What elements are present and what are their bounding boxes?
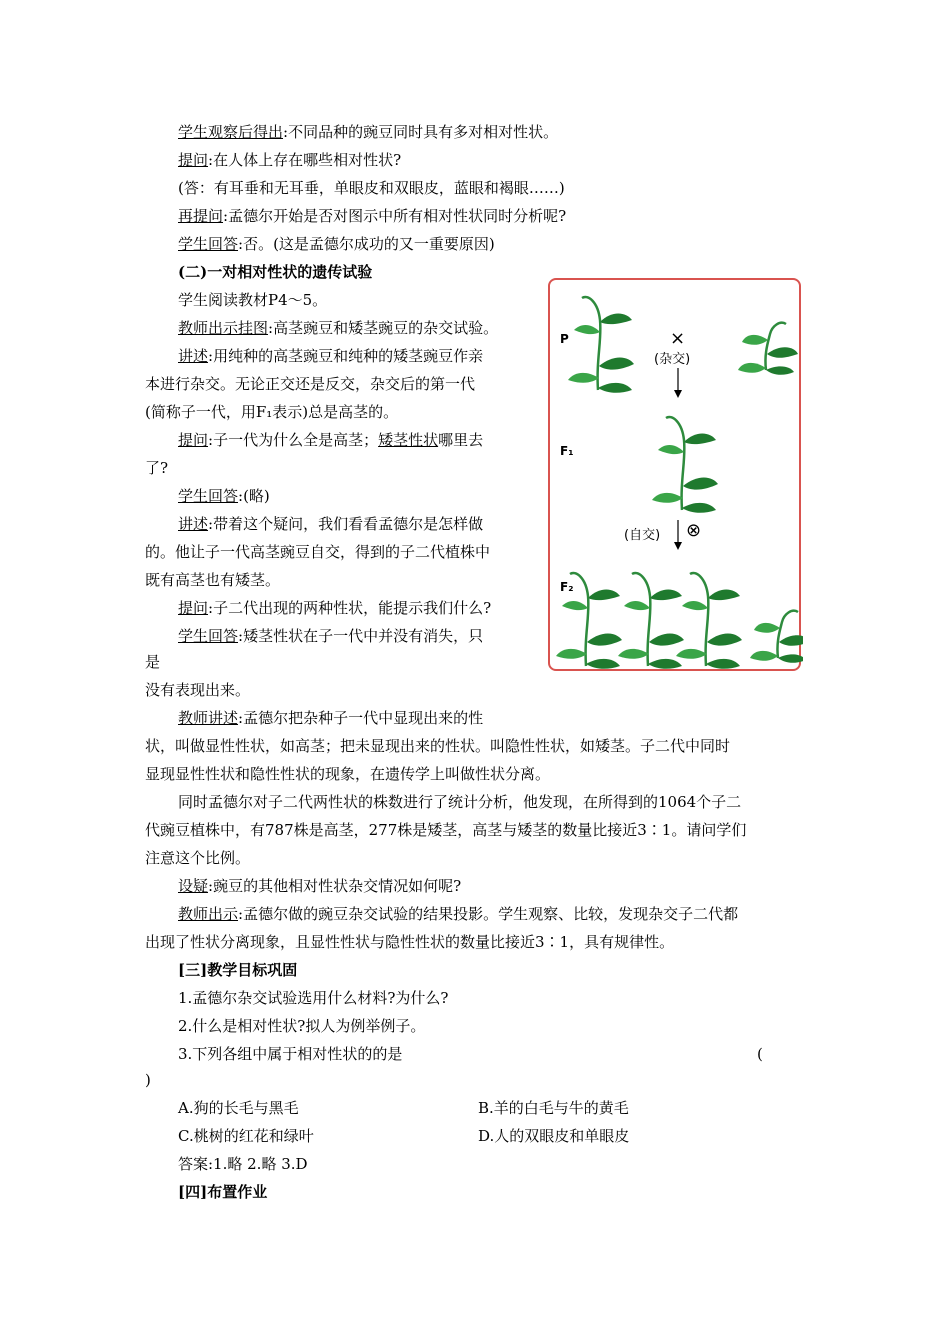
line-27: 注意这个比例。 [145, 849, 251, 867]
line-25: 同时孟德尔对子二代两性状的株数进行了统计分析，他发现，在所得到的1064个子二 [178, 793, 742, 811]
line-19: 学生回答:矮茎性状在子一代中并没有消失，只 [178, 627, 484, 645]
line-20: 是 [145, 653, 161, 671]
option-c: C.桃树的红花和绿叶 [178, 1127, 314, 1145]
line-1: 学生观察后得出:不同品种的豌豆同时具有多对相对性状。 [178, 123, 559, 141]
line-26: 代豌豆植株中，有787株是高茎，277株是矮茎，高茎与矮茎的数量比接近3∶1。请问学们 [145, 821, 747, 839]
line-21: 没有表现出来。 [145, 681, 251, 699]
line-10: 本进行杂交。无论正交还是反交，杂交后的第一代 [145, 375, 476, 393]
label-p: P [560, 332, 569, 346]
section-heading-2: (二)一对相对性状的遗传试验 [178, 263, 373, 281]
label-f1: F₁ [560, 444, 574, 458]
line-7: 学生阅读教材P4～5。 [178, 291, 328, 309]
line-9: 讲述:用纯种的高茎豌豆和纯种的矮茎豌豆作亲 [178, 347, 484, 365]
line-16: 的。他让子一代高茎豌豆自交，得到的子二代植株中 [145, 543, 491, 561]
line-29: 教师出示:孟德尔做的豌豆杂交试验的结果投影。学生观察、比较，发现杂交子二代都 [178, 905, 739, 923]
cross-symbol: × [670, 328, 686, 349]
cross-text: (杂交) [654, 352, 691, 367]
question-1: 1.孟德尔杂交试验选用什么材料?为什么? [178, 989, 449, 1007]
question-3: 3.下列各组中属于相对性状的的是 [178, 1045, 403, 1063]
self-symbol: ⊗ [686, 520, 702, 541]
line-23: 状，叫做显性性状，如高茎；把未显现出来的性状。叫隐性性状，如矮茎。子二代中同时 [145, 737, 731, 755]
self-text: (自交) [624, 528, 661, 543]
line-12: 提问:子一代为什么全是高茎；矮茎性状哪里去 [178, 431, 484, 449]
section-heading-3: [三]教学目标巩固 [178, 961, 298, 979]
line-15: 讲述:带着这个疑问，我们看看孟德尔是怎样做 [178, 515, 484, 533]
line-14: 学生回答:(略) [178, 487, 270, 505]
answer-key: 答案:1.略 2.略 3.D [178, 1155, 308, 1173]
line-3: (答：有耳垂和无耳垂，单眼皮和双眼皮，蓝眼和褐眼……) [178, 179, 565, 197]
line-2: 提问:在人体上存在哪些相对性状? [178, 151, 402, 169]
pea-cross-figure [548, 278, 801, 671]
line-24: 显现显性性状和隐性性状的现象，在遗传学上叫做性状分离。 [145, 765, 551, 783]
section-heading-4: [四]布置作业 [178, 1183, 268, 1201]
line-28: 设疑:豌豆的其他相对性状杂交情况如何呢? [178, 877, 462, 895]
line-11: (简称子一代，用F₁表示)总是高茎的。 [145, 403, 399, 421]
line-17: 既有高茎也有矮茎。 [145, 571, 281, 589]
answer-paren-open: ( [757, 1045, 763, 1063]
line-18: 提问:子二代出现的两种性状，能提示我们什么? [178, 599, 492, 617]
option-d: D.人的双眼皮和单眼皮 [478, 1127, 630, 1145]
line-5: 学生回答:否。(这是孟德尔成功的又一重要原因) [178, 235, 495, 253]
answer-paren-close: ) [145, 1071, 151, 1089]
option-a: A.狗的长毛与黑毛 [178, 1099, 299, 1117]
line-13: 了? [145, 459, 169, 477]
option-b: B.羊的白毛与牛的黄毛 [478, 1099, 629, 1117]
question-2: 2.什么是相对性状?拟人为例举例子。 [178, 1017, 426, 1035]
line-8: 教师出示挂图:高茎豌豆和矮茎豌豆的杂交试验。 [178, 319, 499, 337]
line-4: 再提问:孟德尔开始是否对图示中所有相对性状同时分析呢? [178, 207, 567, 225]
label-f2: F₂ [560, 580, 574, 594]
line-30: 出现了性状分离现象，且显性性状与隐性性状的数量比接近3∶1，具有规律性。 [145, 933, 675, 951]
line-22: 教师讲述:孟德尔把杂种子一代中显现出来的性 [178, 709, 484, 727]
